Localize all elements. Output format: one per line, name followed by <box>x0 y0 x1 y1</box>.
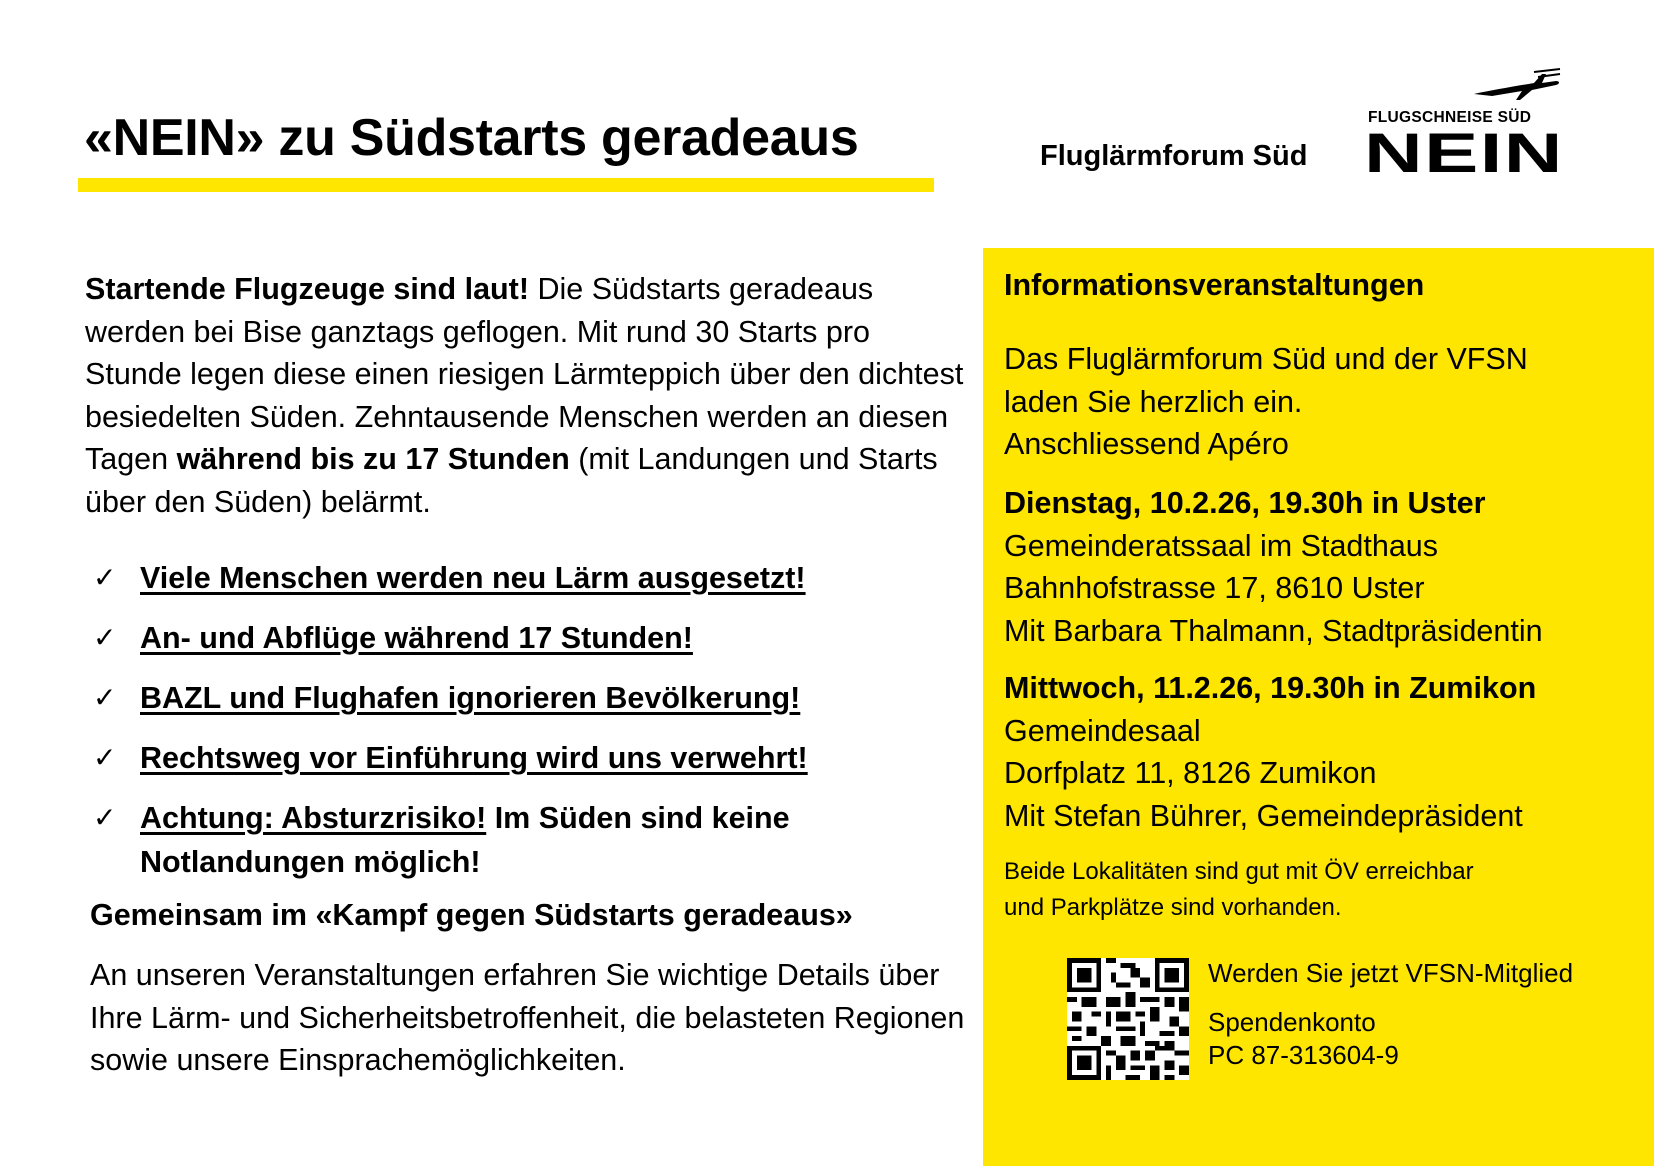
event-date: Mittwoch, 11.2.26, 19.30h in Zumikon <box>1004 671 1537 705</box>
list-item-text: Viele Menschen werden neu Lärm ausgesetzt! <box>140 561 806 595</box>
airplane-icon <box>1472 68 1562 106</box>
intro-highlight: während bis zu 17 Stunden <box>176 442 570 476</box>
event-zumikon <box>1004 667 1644 837</box>
list-item <box>85 736 965 780</box>
event-venue: Gemeindesaal <box>1004 713 1201 748</box>
panel-heading: Informationsveranstaltungen <box>1004 268 1425 302</box>
checkmark-icon: ✓ <box>93 742 117 773</box>
donation-info <box>1208 1006 1399 1072</box>
forum-name: Fluglärmforum Süd <box>1040 140 1308 172</box>
checkmark-icon: ✓ <box>93 562 117 593</box>
donation-label: Spendenkonto <box>1208 1007 1376 1037</box>
list-item-text: BAZL und Flughafen ignorieren Bevölkerung! <box>140 681 801 715</box>
intro-lead: Startende Flugzeuge sind laut! <box>85 272 529 306</box>
checkmark-icon: ✓ <box>93 682 117 713</box>
event-guest: Mit Barbara Thalmann, Stadtpräsidentin <box>1004 613 1543 648</box>
list-item-text: Achtung: Absturzrisiko! <box>140 801 487 835</box>
list-item-text: An- und Abflüge während 17 Stunden! <box>140 621 693 655</box>
event-uster <box>1004 482 1644 652</box>
event-guest: Mit Stefan Bührer, Gemeindepräsident <box>1004 798 1523 833</box>
list-item <box>85 556 965 600</box>
logo-subtitle: FLUGSCHNEISE SÜD <box>1368 109 1532 126</box>
invitation <box>1004 338 1644 466</box>
donation-account: PC 87-313604-9 <box>1208 1040 1399 1070</box>
title-underline <box>78 178 934 192</box>
invitation-line: Anschliessend Apéro <box>1004 427 1289 461</box>
list-item <box>85 676 965 720</box>
checkmark-icon: ✓ <box>93 622 117 653</box>
details-paragraph: An unseren Veranstaltungen erfahren Sie wichtige Details über Ihre Lärm- und Sicherheitsbetroffenheit, die belasteten Regionen sowie unsere Einsprachemöglichkeiten. <box>90 958 965 1077</box>
note-line: und Parkplätze sind vorhanden. <box>1004 894 1342 921</box>
access-note <box>1004 854 1604 926</box>
event-address: Bahnhofstrasse 17, 8610 Uster <box>1004 571 1425 605</box>
invitation-line: laden Sie herzlich ein. <box>1004 384 1303 419</box>
list-item-rest: Im Süden sind keine Notlandungen möglich! <box>140 801 790 879</box>
intro-paragraph <box>85 268 965 523</box>
list-item <box>85 616 965 660</box>
qr-code-icon[interactable] <box>1067 958 1189 1080</box>
event-venue: Gemeinderatssaal im Stadthaus <box>1004 528 1438 563</box>
page-title: «NEIN» zu Südstarts geradeaus <box>84 109 859 167</box>
invitation-line: Das Fluglärmforum Süd und der VFSN <box>1004 342 1528 376</box>
event-address: Dorfplatz 11, 8126 Zumikon <box>1004 756 1377 790</box>
membership-cta: Werden Sie jetzt VFSN-Mitglied <box>1208 958 1574 988</box>
logo <box>1360 68 1564 184</box>
intro-text-a: Die Südstarts geradeaus werden bei Bise ganztags geflogen. Mit rund 30 Starts pro Stunde legen diese einen riesigen Lärmteppich über den dichtest besiedelten Süden. Zehntausende Menschen werden an diesen Tagen <box>85 272 964 476</box>
section-heading: Gemeinsam im «Kampf gegen Südstarts geradeaus» <box>90 898 853 932</box>
list-item <box>85 796 965 884</box>
event-date: Dienstag, 10.2.26, 19.30h in Uster <box>1004 486 1486 520</box>
checklist <box>85 556 965 900</box>
logo-wordmark: NEIN <box>1364 121 1564 184</box>
list-item-text: Rechtsweg vor Einführung wird uns verwehrt! <box>140 741 808 775</box>
intro-text-b: (mit Landungen und Starts über den Süden) belärmt. <box>85 442 938 519</box>
note-line: Beide Lokalitäten sind gut mit ÖV erreichbar <box>1004 858 1474 885</box>
checkmark-icon: ✓ <box>93 802 117 833</box>
